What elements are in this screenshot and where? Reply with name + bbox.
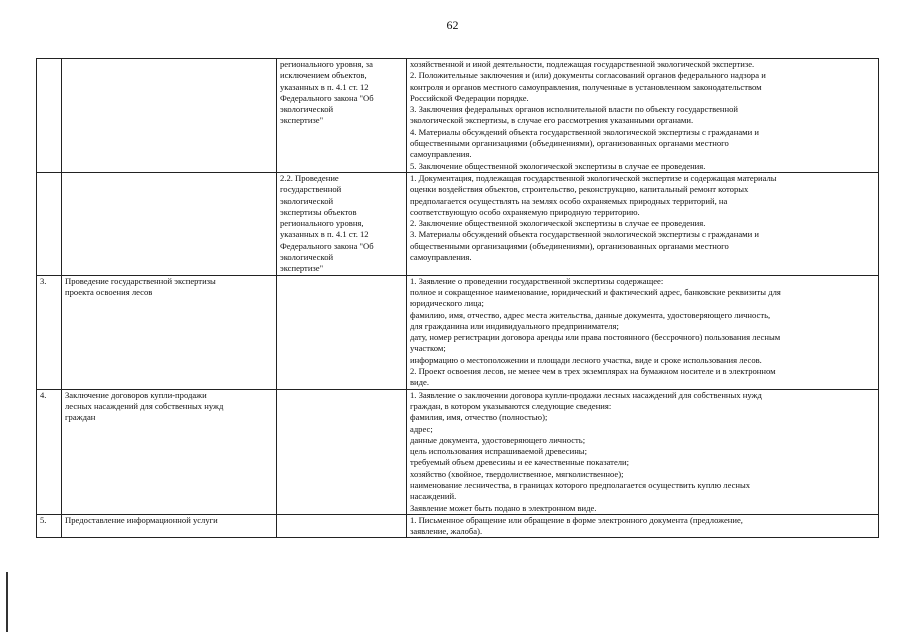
service-subtype-line: экспертизе": [280, 115, 324, 126]
row-number-line: 3.: [40, 275, 47, 286]
service-name-line: проекта освоения лесов: [65, 286, 153, 297]
service-subtype-line: экологической: [280, 252, 334, 263]
required-documents-line: участком;: [410, 343, 446, 354]
required-documents-line: 3. Материалы обсуждений объекта государственной экологической экспертизы с гражданами и: [410, 229, 759, 240]
required-documents: [407, 275, 879, 389]
required-documents-line: виде.: [410, 377, 429, 388]
table-row: [37, 275, 879, 389]
required-documents-line: 1. Письменное обращение или обращение в форме электронного документа (предложение,: [410, 514, 743, 525]
required-documents-line: полное и сокращенное наименование, юридический и фактический адрес, банковские реквизиты для: [410, 286, 781, 297]
required-documents: [407, 172, 879, 275]
required-documents-line: 3. Заключения федеральных органов исполнительной власти по объекту государственной: [410, 104, 739, 115]
page-number: 62: [446, 18, 459, 32]
service-subtype: [277, 275, 407, 389]
row-number: [37, 59, 62, 173]
service-subtype-line: государственной: [280, 184, 342, 195]
service-subtype-line: экспертизе": [280, 263, 324, 274]
service-subtype-line: регионального уровня, за: [280, 59, 373, 69]
required-documents-line: Заявление может быть подано в электронном виде.: [410, 502, 597, 513]
required-documents-line: соответствующую особо охраняемую природную территорию.: [410, 206, 640, 217]
required-documents-line: граждан, в котором указываются следующие сведения:: [410, 400, 612, 411]
required-documents-line: 5. Заключение общественной экологической экспертизы в случае ее проведения.: [410, 160, 706, 171]
required-documents-line: юридического лица;: [410, 298, 484, 309]
required-documents-line: Российской Федерации порядке.: [410, 92, 529, 103]
service-name: [62, 172, 277, 275]
required-documents-line: самоуправления.: [410, 252, 472, 263]
required-documents-line: фамилию, имя, отчество, адрес места жительства, данные документа, удостоверяющего личность,: [410, 309, 771, 320]
service-name-line: Заключение договоров купли-продажи: [65, 389, 207, 400]
row-number-line: 4.: [40, 389, 47, 400]
required-documents-line: самоуправления.: [410, 149, 472, 160]
service-subtype-line: Федерального закона "Об: [280, 92, 374, 103]
required-documents-line: предполагается осуществлять на землях особо охраняемых природных территорий, на: [410, 195, 728, 206]
row-number: [37, 389, 62, 514]
required-documents-line: экологической экспертизы, в случае его рассмотрения указанными органами.: [410, 115, 694, 126]
service-name-line: Предоставление информационной услуги: [65, 514, 218, 525]
service-subtype-line: указанных в п. 4.1 ст. 12: [280, 229, 369, 240]
row-number: [37, 275, 62, 389]
required-documents-line: 1. Заявление о проведении государственной экспертизы содержащее:: [410, 275, 664, 286]
service-subtype: [277, 172, 407, 275]
row-number: [37, 172, 62, 275]
required-documents-line: для гражданина или индивидуального предпринимателя;: [410, 320, 619, 331]
service-subtype-line: 2.2. Проведение: [280, 172, 339, 183]
service-name: [62, 59, 277, 173]
scan-edge-mark: [6, 572, 8, 632]
required-documents-line: 2. Положительные заключения и (или) документы согласований органов федерального надзора и: [410, 70, 766, 81]
table-row: [37, 514, 879, 538]
service-name: [62, 514, 277, 538]
table-row: [37, 172, 879, 275]
required-documents-line: адрес;: [410, 423, 433, 434]
row-number-line: 5.: [40, 514, 47, 525]
required-documents-line: общественными организациями (объединениями), организованных органами местного: [410, 240, 729, 251]
service-name: [62, 389, 277, 514]
service-subtype: [277, 59, 407, 173]
required-documents-line: общественными организациями (объединениями), организованных органами местного: [410, 138, 729, 149]
required-documents-line: оценки воздействия объектов, строительство, реконструкцию, капитальный ремонт которых: [410, 184, 749, 195]
required-documents-line: контроля и органов местного самоуправления, полученные в установленном законодательством: [410, 81, 762, 92]
service-subtype-line: экологической: [280, 104, 334, 115]
required-documents-line: 2. Проект освоения лесов, не менее чем в трех экземплярах на бумажном носителе и в электронном: [410, 366, 776, 377]
service-name-line: граждан: [65, 412, 96, 423]
services-table: [36, 58, 879, 538]
required-documents-line: хозяйственной и иной деятельности, подлежащая государственной экологической экспертизе.: [410, 59, 755, 69]
required-documents: [407, 389, 879, 514]
service-subtype: [277, 389, 407, 514]
required-documents-line: 4. Материалы обсуждений объекта государственной экологической экспертизы с гражданами и: [410, 126, 759, 137]
required-documents-line: заявление, жалоба).: [410, 526, 483, 537]
required-documents-line: 1. Заявление о заключении договора купли-продажи лесных насаждений для собственных нужд: [410, 389, 762, 400]
service-name-line: Проведение государственной экспертизы: [65, 275, 216, 286]
required-documents-line: цель использования испрашиваемой древесины;: [410, 446, 587, 457]
row-number: [37, 514, 62, 538]
required-documents-line: информацию о местоположении и площади лесного участка, виде и сроке использования лесов.: [410, 354, 762, 365]
required-documents-line: данные документа, удостоверяющего личность;: [410, 434, 586, 445]
service-name: [62, 275, 277, 389]
table-row: [37, 389, 879, 514]
required-documents-line: хозяйство (хвойное, твердолиственное, мягколиственное);: [410, 468, 624, 479]
service-subtype-line: исключением объектов,: [280, 70, 367, 81]
required-documents-line: 1. Документация, подлежащая государственной экологической экспертизе и содержащая материалы: [410, 172, 777, 183]
service-subtype-line: Федерального закона "Об: [280, 240, 374, 251]
required-documents: [407, 514, 879, 538]
required-documents-line: фамилия, имя, отчество (полностью);: [410, 412, 548, 423]
required-documents-line: 2. Заключение общественной экологической экспертизы в случае ее проведения.: [410, 218, 706, 229]
required-documents-line: насаждений.: [410, 491, 457, 502]
table-row: [37, 59, 879, 173]
service-subtype-line: регионального уровня,: [280, 218, 364, 229]
service-subtype-line: экологической: [280, 195, 334, 206]
required-documents: [407, 59, 879, 173]
service-name-line: лесных насаждений для собственных нужд: [65, 400, 224, 411]
required-documents-line: наименование лесничества, в границах которого предполагается осуществить куплю лесных: [410, 479, 751, 490]
service-subtype-line: указанных в п. 4.1 ст. 12: [280, 81, 369, 92]
required-documents-line: требуемый объем древесины и ее качественные показатели;: [410, 457, 630, 468]
required-documents-line: дату, номер регистрации договора аренды или права постоянного (бессрочного) пользования лесным: [410, 332, 781, 343]
service-subtype-line: экспертизы объектов: [280, 206, 357, 217]
service-subtype: [277, 514, 407, 538]
